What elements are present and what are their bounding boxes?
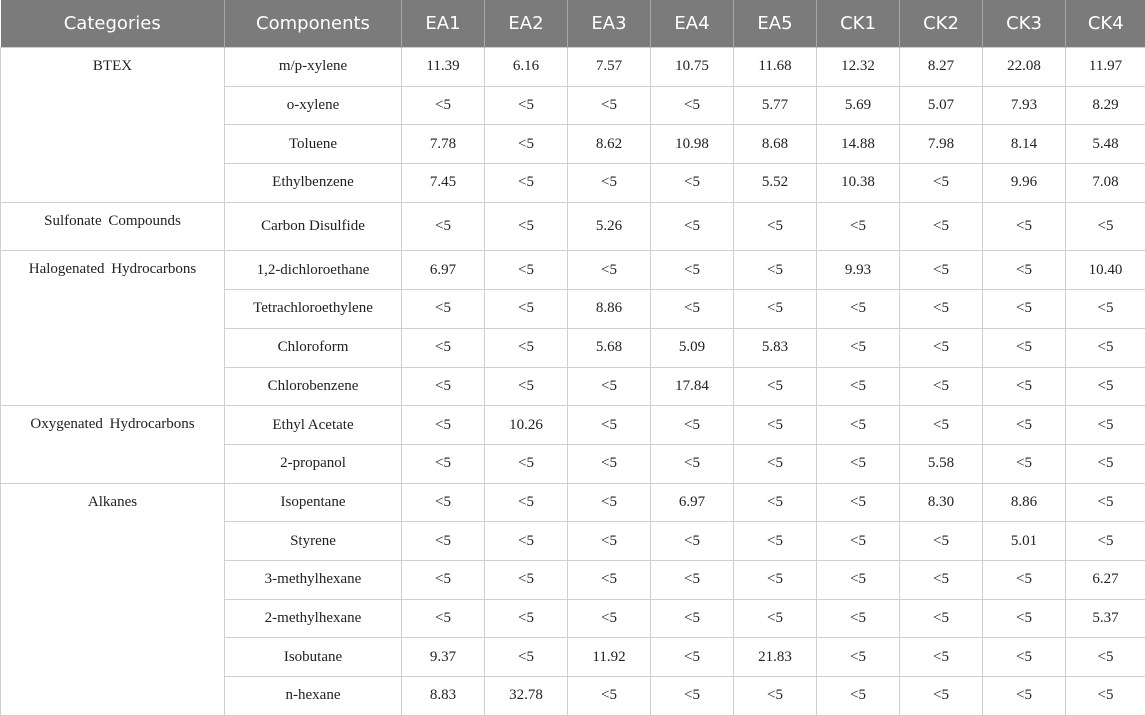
value-cell: <5 bbox=[817, 599, 900, 638]
table-row bbox=[1, 406, 1145, 445]
value-cell: 8.29 bbox=[1066, 86, 1145, 125]
value-cell: <5 bbox=[983, 202, 1066, 251]
value-cell: 7.45 bbox=[402, 164, 485, 203]
value-cell: <5 bbox=[651, 251, 734, 290]
value-cell: 5.09 bbox=[651, 328, 734, 367]
value-cell: <5 bbox=[485, 367, 568, 406]
value-cell: <5 bbox=[568, 560, 651, 599]
value-cell: 5.52 bbox=[734, 164, 817, 203]
value-cell: <5 bbox=[402, 406, 485, 445]
value-cell: 12.32 bbox=[817, 48, 900, 87]
component-cell: 3-methylhexane bbox=[225, 560, 402, 599]
value-cell: <5 bbox=[568, 251, 651, 290]
value-cell: 7.78 bbox=[402, 125, 485, 164]
value-cell: <5 bbox=[983, 406, 1066, 445]
value-cell: <5 bbox=[734, 560, 817, 599]
value-cell: 7.57 bbox=[568, 48, 651, 87]
value-cell: 5.48 bbox=[1066, 125, 1145, 164]
value-cell: 5.58 bbox=[900, 444, 983, 483]
value-cell: 8.86 bbox=[568, 290, 651, 329]
component-cell: Ethylbenzene bbox=[225, 164, 402, 203]
value-cell: <5 bbox=[900, 328, 983, 367]
column-header-ck4: CK4 bbox=[1066, 0, 1145, 48]
value-cell: <5 bbox=[983, 677, 1066, 716]
value-cell: <5 bbox=[900, 290, 983, 329]
value-cell: <5 bbox=[651, 290, 734, 329]
table-body bbox=[1, 48, 1145, 716]
value-cell: 8.86 bbox=[983, 483, 1066, 522]
table-row bbox=[1, 48, 1145, 87]
value-cell: <5 bbox=[734, 522, 817, 561]
component-cell: Isobutane bbox=[225, 638, 402, 677]
value-cell: <5 bbox=[651, 86, 734, 125]
component-cell: 1,2-dichloroethane bbox=[225, 251, 402, 290]
value-cell: <5 bbox=[1066, 677, 1145, 716]
category-cell: BTEX bbox=[1, 48, 225, 203]
value-cell: 8.14 bbox=[983, 125, 1066, 164]
value-cell: <5 bbox=[983, 599, 1066, 638]
value-cell: <5 bbox=[568, 599, 651, 638]
value-cell: <5 bbox=[1066, 202, 1145, 251]
value-cell: <5 bbox=[983, 444, 1066, 483]
value-cell: 5.01 bbox=[983, 522, 1066, 561]
component-cell: Chlorobenzene bbox=[225, 367, 402, 406]
value-cell: <5 bbox=[1066, 444, 1145, 483]
value-cell: 5.68 bbox=[568, 328, 651, 367]
column-header-components: Components bbox=[225, 0, 402, 48]
value-cell: <5 bbox=[983, 638, 1066, 677]
value-cell: 6.97 bbox=[402, 251, 485, 290]
value-cell: 22.08 bbox=[983, 48, 1066, 87]
category-cell: Oxygenated Hydrocarbons bbox=[1, 406, 225, 483]
component-cell: n-hexane bbox=[225, 677, 402, 716]
value-cell: <5 bbox=[900, 560, 983, 599]
value-cell: 8.83 bbox=[402, 677, 485, 716]
value-cell: <5 bbox=[651, 202, 734, 251]
value-cell: <5 bbox=[817, 444, 900, 483]
value-cell: <5 bbox=[817, 677, 900, 716]
component-cell: Ethyl Acetate bbox=[225, 406, 402, 445]
component-cell: 2-propanol bbox=[225, 444, 402, 483]
value-cell: 7.98 bbox=[900, 125, 983, 164]
value-cell: <5 bbox=[651, 444, 734, 483]
category-cell: Sulfonate Compounds bbox=[1, 202, 225, 251]
value-cell: <5 bbox=[983, 290, 1066, 329]
value-cell: 10.75 bbox=[651, 48, 734, 87]
value-cell: <5 bbox=[402, 86, 485, 125]
category-cell: Alkanes bbox=[1, 483, 225, 715]
value-cell: <5 bbox=[651, 164, 734, 203]
value-cell: <5 bbox=[402, 560, 485, 599]
value-cell: <5 bbox=[568, 367, 651, 406]
column-header-ea4: EA4 bbox=[651, 0, 734, 48]
column-header-ck1: CK1 bbox=[817, 0, 900, 48]
value-cell: <5 bbox=[734, 677, 817, 716]
value-cell: 5.37 bbox=[1066, 599, 1145, 638]
value-cell: <5 bbox=[485, 125, 568, 164]
value-cell: <5 bbox=[651, 638, 734, 677]
value-cell: <5 bbox=[983, 367, 1066, 406]
value-cell: <5 bbox=[568, 677, 651, 716]
column-header-ea2: EA2 bbox=[485, 0, 568, 48]
category-cell: Halogenated Hydrocarbons bbox=[1, 251, 225, 406]
value-cell: 5.69 bbox=[817, 86, 900, 125]
component-cell: 2-methylhexane bbox=[225, 599, 402, 638]
value-cell: <5 bbox=[402, 522, 485, 561]
value-cell: <5 bbox=[485, 290, 568, 329]
value-cell: <5 bbox=[983, 328, 1066, 367]
value-cell: <5 bbox=[485, 599, 568, 638]
value-cell: <5 bbox=[485, 251, 568, 290]
component-cell: Chloroform bbox=[225, 328, 402, 367]
value-cell: 6.97 bbox=[651, 483, 734, 522]
value-cell: <5 bbox=[817, 560, 900, 599]
value-cell: <5 bbox=[402, 599, 485, 638]
value-cell: 9.96 bbox=[983, 164, 1066, 203]
value-cell: 11.97 bbox=[1066, 48, 1145, 87]
value-cell: 10.38 bbox=[817, 164, 900, 203]
component-cell: o-xylene bbox=[225, 86, 402, 125]
value-cell: <5 bbox=[1066, 522, 1145, 561]
value-cell: <5 bbox=[734, 367, 817, 406]
value-cell: <5 bbox=[651, 406, 734, 445]
value-cell: <5 bbox=[568, 406, 651, 445]
value-cell: <5 bbox=[900, 164, 983, 203]
component-cell: Carbon Disulfide bbox=[225, 202, 402, 251]
value-cell: <5 bbox=[1066, 290, 1145, 329]
value-cell: <5 bbox=[402, 290, 485, 329]
column-header-ck3: CK3 bbox=[983, 0, 1066, 48]
value-cell: 5.77 bbox=[734, 86, 817, 125]
value-cell: <5 bbox=[817, 638, 900, 677]
value-cell: <5 bbox=[651, 677, 734, 716]
value-cell: <5 bbox=[734, 202, 817, 251]
value-cell: 10.26 bbox=[485, 406, 568, 445]
column-header-ea5: EA5 bbox=[734, 0, 817, 48]
value-cell: <5 bbox=[402, 367, 485, 406]
value-cell: 7.93 bbox=[983, 86, 1066, 125]
component-cell: Tetrachloroethylene bbox=[225, 290, 402, 329]
component-cell: Styrene bbox=[225, 522, 402, 561]
column-header-categories: Categories bbox=[1, 0, 225, 48]
value-cell: <5 bbox=[900, 522, 983, 561]
value-cell: 9.93 bbox=[817, 251, 900, 290]
value-cell: 5.07 bbox=[900, 86, 983, 125]
header-row bbox=[1, 0, 1145, 48]
value-cell: 5.26 bbox=[568, 202, 651, 251]
value-cell: <5 bbox=[568, 444, 651, 483]
value-cell: <5 bbox=[485, 202, 568, 251]
value-cell: <5 bbox=[900, 677, 983, 716]
value-cell: 21.83 bbox=[734, 638, 817, 677]
value-cell: <5 bbox=[568, 522, 651, 561]
value-cell: <5 bbox=[734, 251, 817, 290]
table-header bbox=[1, 0, 1145, 48]
value-cell: <5 bbox=[734, 406, 817, 445]
value-cell: <5 bbox=[402, 328, 485, 367]
value-cell: <5 bbox=[900, 599, 983, 638]
value-cell: <5 bbox=[485, 560, 568, 599]
value-cell: 8.62 bbox=[568, 125, 651, 164]
value-cell: <5 bbox=[1066, 638, 1145, 677]
value-cell: <5 bbox=[817, 367, 900, 406]
value-cell: <5 bbox=[734, 599, 817, 638]
value-cell: <5 bbox=[651, 560, 734, 599]
value-cell: <5 bbox=[402, 202, 485, 251]
component-cell: m/p-xylene bbox=[225, 48, 402, 87]
value-cell: <5 bbox=[651, 522, 734, 561]
component-cell: Toluene bbox=[225, 125, 402, 164]
column-header-ck2: CK2 bbox=[900, 0, 983, 48]
value-cell: <5 bbox=[900, 251, 983, 290]
value-cell: 5.83 bbox=[734, 328, 817, 367]
value-cell: <5 bbox=[983, 251, 1066, 290]
value-cell: 11.68 bbox=[734, 48, 817, 87]
value-cell: 11.39 bbox=[402, 48, 485, 87]
value-cell: <5 bbox=[568, 164, 651, 203]
column-header-ea1: EA1 bbox=[402, 0, 485, 48]
value-cell: <5 bbox=[900, 202, 983, 251]
value-cell: 7.08 bbox=[1066, 164, 1145, 203]
value-cell: <5 bbox=[817, 290, 900, 329]
value-cell: <5 bbox=[402, 483, 485, 522]
value-cell: 32.78 bbox=[485, 677, 568, 716]
value-cell: <5 bbox=[817, 406, 900, 445]
value-cell: <5 bbox=[1066, 328, 1145, 367]
value-cell: <5 bbox=[734, 290, 817, 329]
value-cell: 9.37 bbox=[402, 638, 485, 677]
value-cell: <5 bbox=[1066, 406, 1145, 445]
value-cell: 8.68 bbox=[734, 125, 817, 164]
value-cell: <5 bbox=[1066, 483, 1145, 522]
value-cell: 11.92 bbox=[568, 638, 651, 677]
component-cell: Isopentane bbox=[225, 483, 402, 522]
value-cell: <5 bbox=[485, 86, 568, 125]
table-row bbox=[1, 202, 1145, 251]
value-cell: <5 bbox=[817, 202, 900, 251]
table-row bbox=[1, 251, 1145, 290]
value-cell: <5 bbox=[817, 522, 900, 561]
value-cell: <5 bbox=[568, 86, 651, 125]
value-cell: 14.88 bbox=[817, 125, 900, 164]
value-cell: 17.84 bbox=[651, 367, 734, 406]
value-cell: <5 bbox=[568, 483, 651, 522]
value-cell: <5 bbox=[485, 164, 568, 203]
value-cell: <5 bbox=[817, 328, 900, 367]
value-cell: <5 bbox=[900, 638, 983, 677]
value-cell: <5 bbox=[402, 444, 485, 483]
value-cell: 8.30 bbox=[900, 483, 983, 522]
value-cell: <5 bbox=[817, 483, 900, 522]
value-cell: <5 bbox=[485, 328, 568, 367]
value-cell: 10.40 bbox=[1066, 251, 1145, 290]
value-cell: <5 bbox=[1066, 367, 1145, 406]
value-cell: <5 bbox=[485, 638, 568, 677]
value-cell: <5 bbox=[485, 444, 568, 483]
value-cell: <5 bbox=[485, 483, 568, 522]
table-row bbox=[1, 483, 1145, 522]
value-cell: <5 bbox=[485, 522, 568, 561]
value-cell: <5 bbox=[734, 444, 817, 483]
value-cell: <5 bbox=[734, 483, 817, 522]
value-cell: <5 bbox=[900, 406, 983, 445]
value-cell: <5 bbox=[900, 367, 983, 406]
value-cell: <5 bbox=[983, 560, 1066, 599]
value-cell: 8.27 bbox=[900, 48, 983, 87]
value-cell: 10.98 bbox=[651, 125, 734, 164]
value-cell: 6.16 bbox=[485, 48, 568, 87]
column-header-ea3: EA3 bbox=[568, 0, 651, 48]
value-cell: <5 bbox=[651, 599, 734, 638]
value-cell: 6.27 bbox=[1066, 560, 1145, 599]
